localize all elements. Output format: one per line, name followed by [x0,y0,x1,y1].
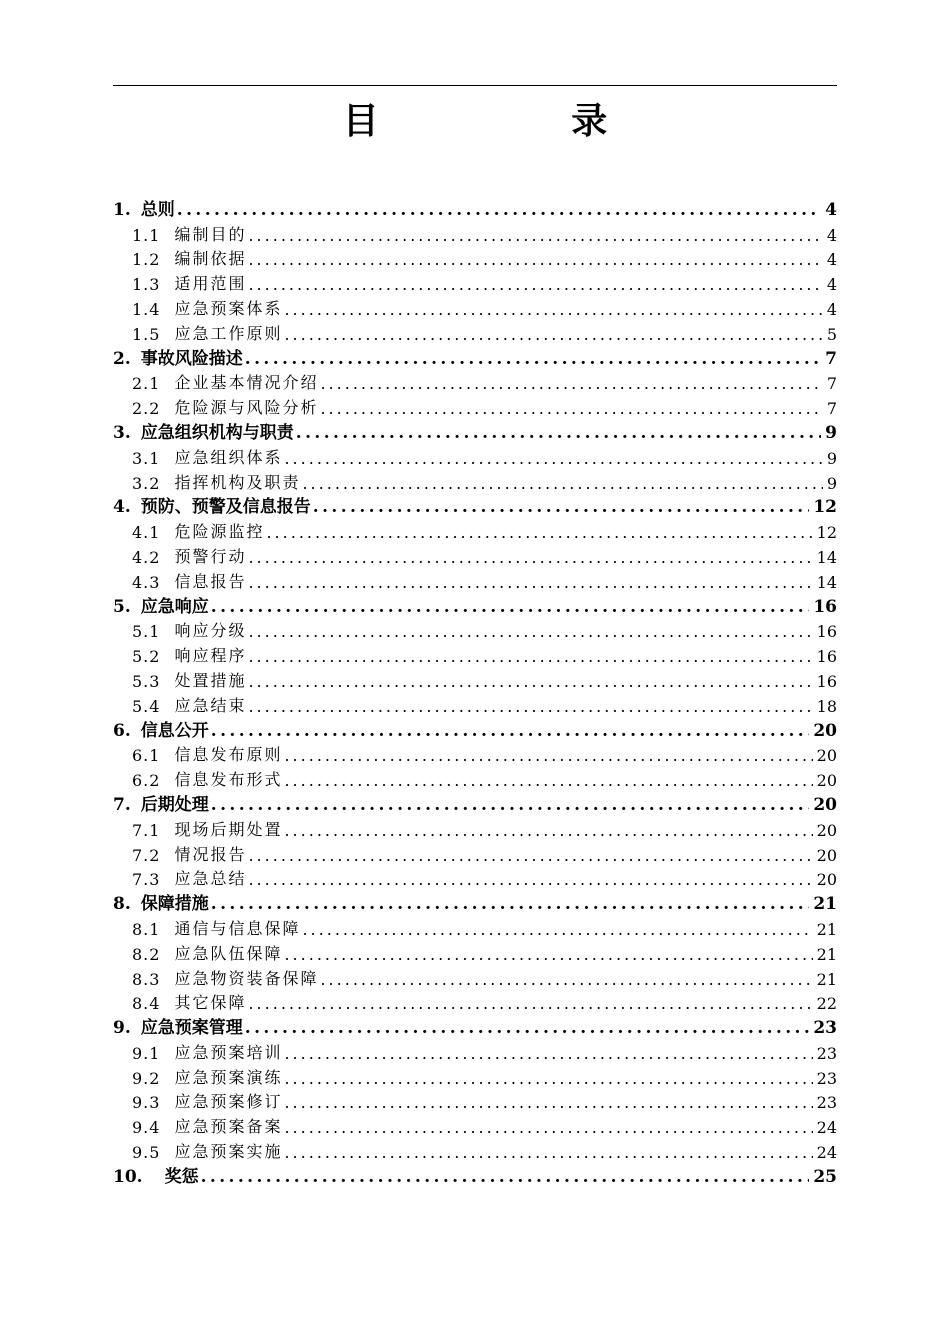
toc-section-entry[interactable] [113,269,837,294]
toc-entry-number: 8.2 [132,944,161,964]
toc-dot-leader [320,399,822,418]
toc-entry-title: 响应程序 [174,646,247,666]
toc-entry-number: 4.1 [132,523,161,543]
toc-entry-title: 应急工作原则 [174,323,283,343]
toc-section-entry[interactable] [113,1038,837,1063]
toc-section-entry[interactable] [113,319,837,344]
toc-dot-leader [284,1093,812,1112]
toc-entry-title: 处置措施 [174,670,247,690]
toc-page-number: 21 [816,944,837,964]
toc-chapter-entry[interactable] [113,195,837,220]
toc-page-number: 16 [813,596,837,617]
toc-entry-number: 6.1 [132,746,161,766]
toc-entry-number: 2.2 [132,399,161,419]
toc-page-number: 7 [825,348,837,369]
toc-dot-leader [248,846,812,865]
toc-section-entry[interactable] [113,989,837,1014]
toc-entry-title: 应急组织机构与职责 [140,422,294,443]
toc-page-number: 4 [826,275,837,295]
toc-entry-title: 应急组织体系 [174,447,283,467]
toc-section-entry[interactable] [113,517,837,542]
toc-page-number: 21 [813,894,837,915]
toc-section-entry[interactable] [113,691,837,716]
toc-entry-title: 奖惩 [164,1166,199,1187]
toc-page-number: 9 [825,422,837,443]
toc-dot-leader [211,597,810,617]
toc-page-number: 23 [816,1093,837,1113]
toc-entry-number: 9.4 [132,1118,161,1138]
toc-entry-number: 4. [113,497,131,518]
toc-entry-number: 7.2 [132,845,161,865]
toc-dot-leader [302,920,812,939]
toc-dot-leader [284,449,822,468]
toc-section-entry[interactable] [113,1112,837,1137]
toc-chapter-entry[interactable] [113,493,837,518]
toc-section-entry[interactable] [113,393,837,418]
toc-entry-title: 现场后期处置 [174,819,283,839]
toc-page-number: 23 [816,1043,837,1063]
header-rule [113,85,837,86]
toc-dot-leader [248,548,812,567]
toc-entry-title: 通信与信息保障 [174,918,301,938]
toc-dot-leader [245,1018,810,1038]
toc-page-number: 25 [813,1166,837,1187]
toc-page-number: 12 [813,497,837,518]
toc-section-entry[interactable] [113,369,837,394]
toc-entry-number: 3. [113,422,131,443]
toc-entry-title: 预防、预警及信息报告 [140,497,311,518]
toc-page-number: 23 [813,1018,837,1039]
toc-dot-leader [211,795,810,815]
toc-entry-number: 5.4 [132,696,161,716]
toc-entry-title: 应急物资装备保障 [174,968,319,988]
table-of-contents [113,195,837,1187]
toc-page-number: 4 [826,299,837,319]
toc-section-entry[interactable] [113,617,837,642]
toc-page-number: 5 [826,324,837,344]
toc-section-entry[interactable] [113,567,837,592]
toc-section-entry[interactable] [113,964,837,989]
toc-entry-title: 响应分级 [174,621,247,641]
toc-entry-number: 7.3 [132,870,161,890]
toc-dot-leader [248,275,822,294]
toc-dot-leader [284,771,812,790]
toc-page-number: 16 [816,622,837,642]
toc-dot-leader [320,970,812,989]
toc-page-number: 24 [816,1118,837,1138]
toc-dot-leader [284,945,812,964]
toc-entry-number: 4.2 [132,547,161,567]
toc-page-number: 12 [816,523,837,543]
toc-page-number: 14 [816,572,837,592]
toc-page-number: 21 [816,969,837,989]
toc-entry-title: 应急预案体系 [174,298,283,318]
toc-chapter-entry[interactable] [113,889,837,914]
toc-page-number: 4 [826,225,837,245]
toc-entry-number: 5.1 [132,622,161,642]
toc-page-number: 23 [816,1068,837,1088]
toc-entry-number: 10. [113,1166,143,1187]
toc-entry-number: 1.1 [132,225,161,245]
toc-dot-leader [296,423,821,443]
toc-dot-leader [248,672,812,691]
toc-section-entry[interactable] [113,666,837,691]
toc-entry-title: 适用范围 [174,274,247,294]
toc-entry-number: 6. [113,720,131,741]
toc-section-entry[interactable] [113,443,837,468]
toc-page-number: 7 [826,374,837,394]
toc-page-number: 18 [816,696,837,716]
toc-dot-leader [320,374,822,393]
toc-dot-leader [284,1118,812,1137]
toc-page-number: 14 [816,547,837,567]
toc-section-entry[interactable] [113,1137,837,1162]
toc-section-entry[interactable] [113,865,837,890]
toc-page-number: 7 [826,399,837,419]
toc-page-number: 4 [826,250,837,270]
toc-page-number: 21 [816,919,837,939]
toc-entry-title: 其它保障 [174,993,247,1013]
toc-chapter-entry[interactable] [113,592,837,617]
toc-section-entry[interactable] [113,468,837,493]
toc-page-number: 9 [826,448,837,468]
toc-entry-number: 3.1 [132,448,161,468]
toc-section-entry[interactable] [113,1088,837,1113]
toc-section-entry[interactable] [113,220,837,245]
toc-dot-leader [248,622,812,641]
toc-dot-leader [284,300,822,319]
toc-dot-leader [248,870,812,889]
toc-entry-title: 应急预案备案 [174,1117,283,1137]
toc-page-number: 9 [826,473,837,493]
toc-dot-leader [211,894,810,914]
toc-entry-title: 应急预案演练 [174,1067,283,1087]
toc-dot-leader [284,1143,812,1162]
toc-entry-title: 后期处理 [140,794,209,815]
toc-dot-leader [248,226,822,245]
toc-entry-number: 3.2 [132,473,161,493]
toc-entry-title: 预警行动 [174,546,247,566]
toc-entry-number: 1.3 [132,275,161,295]
toc-entry-number: 8.4 [132,994,161,1014]
toc-entry-number: 8. [113,894,131,915]
toc-section-entry[interactable] [113,641,837,666]
toc-section-entry[interactable] [113,741,837,766]
toc-entry-number: 5. [113,596,131,617]
toc-section-entry[interactable] [113,245,837,270]
toc-entry-title: 危险源与风险分析 [174,398,319,418]
toc-page-number: 20 [816,771,837,791]
toc-dot-leader [177,200,821,220]
toc-section-entry[interactable] [113,914,837,939]
toc-dot-leader [211,721,810,741]
toc-page-number: 20 [816,820,837,840]
toc-dot-leader [248,573,812,592]
toc-entry-number: 9.2 [132,1068,161,1088]
toc-entry-title: 应急总结 [174,869,247,889]
toc-entry-title: 信息发布形式 [174,770,283,790]
toc-dot-leader [248,994,812,1013]
toc-entry-title: 应急预案管理 [140,1018,243,1039]
toc-dot-leader [284,1069,812,1088]
toc-entry-number: 1.5 [132,324,161,344]
toc-entry-title: 应急响应 [140,596,209,617]
toc-entry-number: 5.2 [132,647,161,667]
toc-entry-title: 企业基本情况介绍 [174,373,319,393]
toc-entry-title: 信息报告 [174,571,247,591]
toc-dot-leader [284,821,812,840]
toc-entry-title: 情况报告 [174,844,247,864]
toc-page-number: 20 [813,794,837,815]
toc-entry-number: 7. [113,794,131,815]
toc-entry-number: 4.3 [132,572,161,592]
toc-entry-title: 应急队伍保障 [174,943,283,963]
toc-section-entry[interactable] [113,765,837,790]
toc-page-number: 20 [816,870,837,890]
toc-dot-leader [266,523,812,542]
toc-entry-title: 编制目的 [174,224,247,244]
toc-entry-title: 应急预案培训 [174,1042,283,1062]
toc-page-number: 20 [816,845,837,865]
toc-chapter-entry[interactable] [113,344,837,369]
toc-section-entry[interactable] [113,294,837,319]
toc-entry-number: 9.5 [132,1143,161,1163]
toc-section-entry[interactable] [113,840,837,865]
toc-page-number: 16 [816,671,837,691]
toc-entry-number: 8.1 [132,919,161,939]
toc-entry-title: 指挥机构及职责 [174,472,301,492]
toc-entry-number: 1.4 [132,299,161,319]
toc-dot-leader [284,746,812,765]
toc-entry-title: 总则 [140,199,175,220]
toc-entry-title: 应急结束 [174,695,247,715]
toc-entry-title: 危险源监控 [174,522,265,542]
toc-dot-leader [248,250,822,269]
page-title: 目 录 [342,100,698,142]
toc-section-entry[interactable] [113,939,837,964]
toc-chapter-entry[interactable] [113,1013,837,1038]
toc-section-entry[interactable] [113,1063,837,1088]
toc-entry-title: 保障措施 [140,894,209,915]
toc-chapter-entry[interactable] [113,790,837,815]
toc-dot-leader [248,697,812,716]
toc-entry-number: 1. [113,199,131,220]
toc-entry-title: 编制依据 [174,249,247,269]
toc-dot-leader [302,474,822,493]
toc-chapter-entry[interactable] [113,716,837,741]
toc-entry-title: 信息公开 [140,720,209,741]
toc-entry-number: 2.1 [132,374,161,394]
toc-entry-number: 6.2 [132,771,161,791]
toc-entry-title: 应急预案实施 [174,1142,283,1162]
toc-dot-leader [284,1044,812,1063]
toc-entry-number: 9.1 [132,1043,161,1063]
toc-entry-number: 9.3 [132,1093,161,1113]
toc-entry-title: 事故风险描述 [140,348,243,369]
toc-entry-number: 2. [113,348,131,369]
toc-page-number: 22 [816,994,837,1014]
toc-page-number: 20 [813,720,837,741]
toc-dot-leader [245,349,821,369]
toc-dot-leader [313,497,810,517]
toc-page-number: 24 [816,1143,837,1163]
toc-entry-number: 9. [113,1018,131,1039]
toc-entry-title: 应急预案修订 [174,1092,283,1112]
toc-page-number: 16 [816,647,837,667]
toc-dot-leader [248,647,812,666]
toc-entry-number: 7.1 [132,820,161,840]
toc-entry-number: 8.3 [132,969,161,989]
toc-section-entry[interactable] [113,542,837,567]
toc-chapter-entry[interactable] [113,418,837,443]
toc-entry-title: 信息发布原则 [174,745,283,765]
toc-dot-leader [284,325,822,344]
toc-entry-number: 1.2 [132,250,161,270]
toc-section-entry[interactable] [113,815,837,840]
toc-dot-leader [201,1167,810,1187]
toc-entry-number: 5.3 [132,671,161,691]
toc-chapter-entry[interactable] [113,1162,837,1187]
toc-page-number: 20 [816,746,837,766]
toc-page-number: 4 [825,199,837,220]
